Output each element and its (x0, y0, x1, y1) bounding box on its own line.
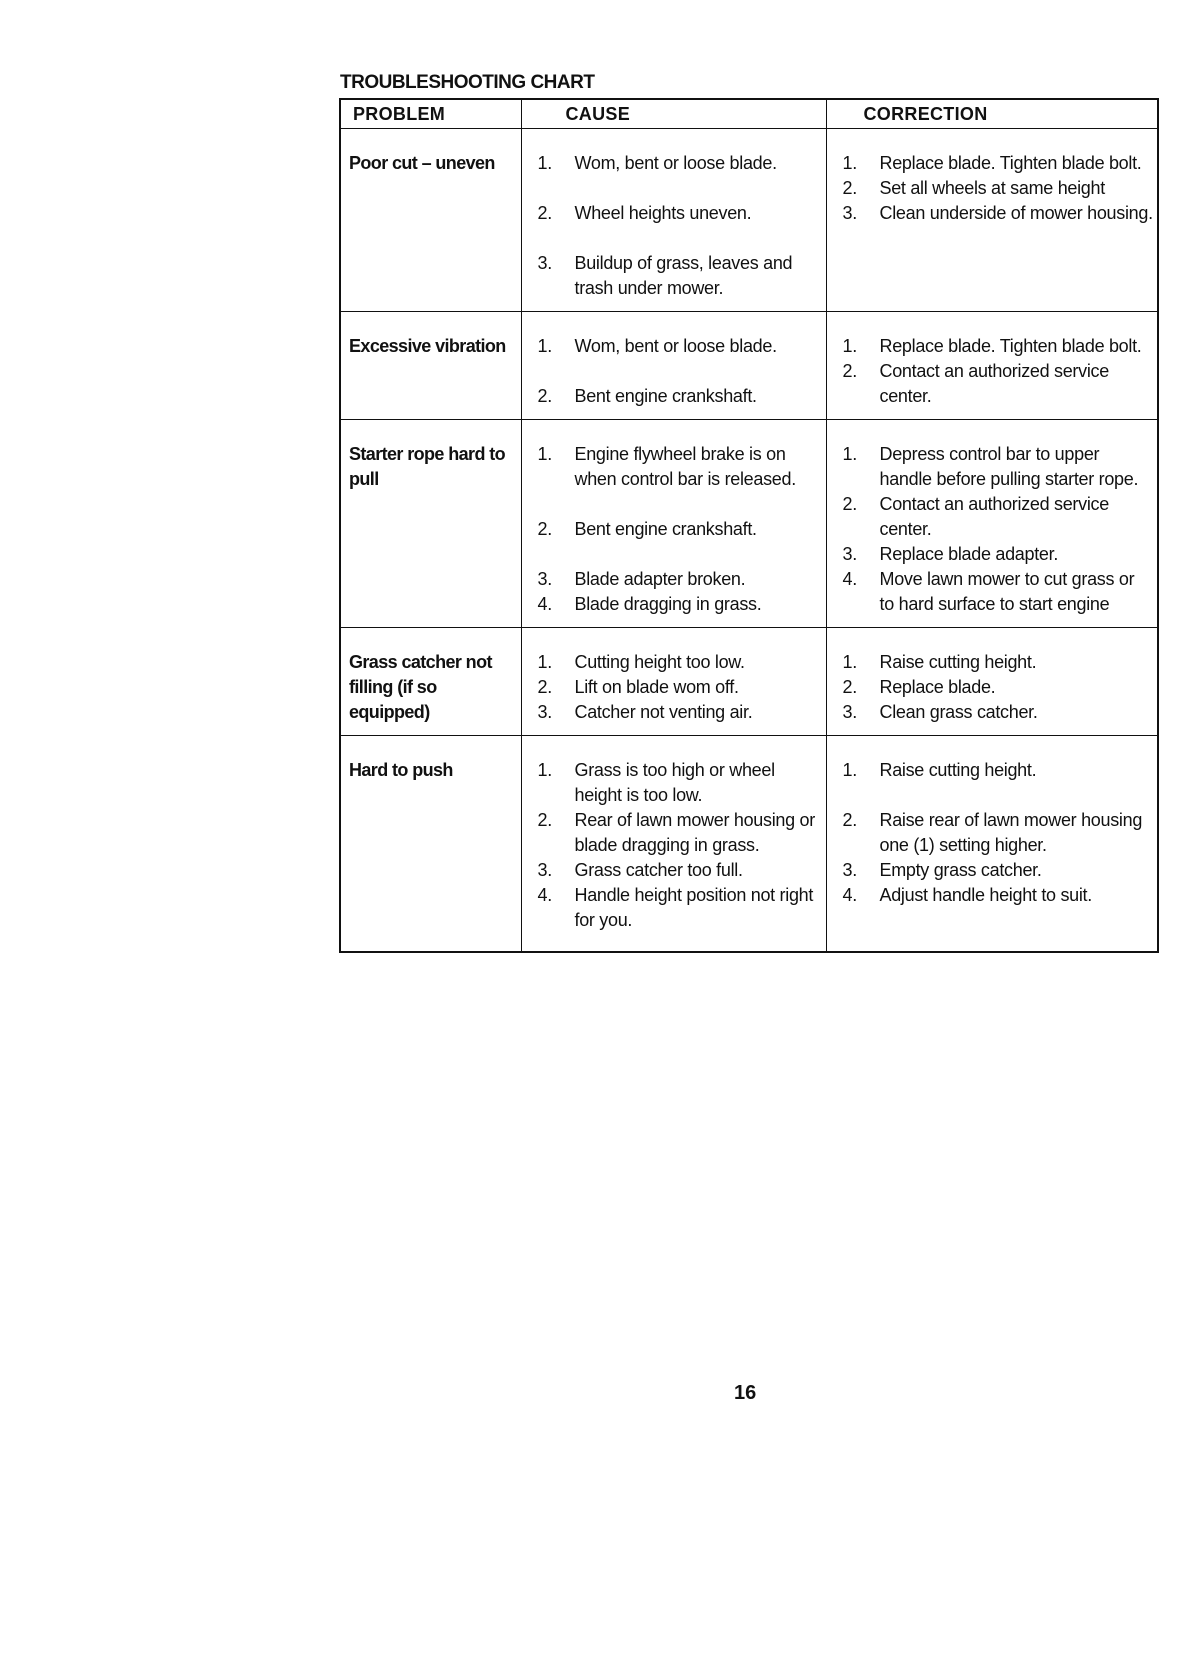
correction-list (835, 650, 1154, 725)
problem-cell (340, 312, 521, 420)
item-number: 2. (842, 677, 857, 697)
item-text: Replace blade. Tighten blade bolt. (879, 153, 1142, 173)
table-row (340, 129, 1158, 312)
item-number: 1. (842, 444, 857, 464)
item-number: 3. (842, 860, 857, 880)
item-text: Cutting height too low. (574, 652, 745, 672)
item-number: 3. (842, 544, 857, 564)
item-text: Wheel heights uneven. (574, 203, 752, 223)
item-text: Catcher not venting air. (574, 702, 753, 722)
correction-cell (826, 420, 1158, 628)
item-text: Rear of lawn mower housing or blade dragging in grass. (574, 810, 815, 855)
item-text: Replace blade adapter. (879, 544, 1059, 564)
item-text: Depress control bar to upper handle before pulling starter rope. (879, 444, 1139, 489)
troubleshooting-table (339, 98, 1159, 953)
item-text: Move lawn mower to cut grass or to hard surface to start engine (879, 569, 1135, 614)
item-number: 1. (537, 760, 552, 780)
list-item (530, 858, 822, 883)
item-text: Engine flywheel brake is on when control bar is released. (574, 444, 796, 489)
list-item (530, 151, 822, 176)
list-item (835, 492, 1154, 542)
cause-list (530, 151, 822, 301)
item-number: 1. (537, 444, 552, 464)
item-number: 2. (537, 203, 552, 223)
item-number: 1. (537, 336, 552, 356)
list-item (530, 883, 822, 933)
item-number: 4. (537, 885, 552, 905)
item-text: Raise rear of lawn mower housing one (1) setting higher. (879, 810, 1143, 855)
list-item (835, 858, 1154, 883)
correction-cell (826, 628, 1158, 736)
table-row (340, 312, 1158, 420)
item-text: Replace blade. (879, 677, 996, 697)
item-number: 3. (537, 253, 552, 273)
item-number: 1. (842, 760, 857, 780)
item-text: Raise cutting height. (879, 652, 1037, 672)
list-item (530, 758, 822, 808)
list-item (835, 176, 1154, 201)
item-text: Adjust handle height to suit. (879, 885, 1092, 905)
problem-cell (340, 129, 521, 312)
item-number: 2. (842, 178, 857, 198)
item-text: Set all wheels at same height (879, 178, 1105, 198)
item-text: Wom, bent or loose blade. (574, 336, 777, 356)
item-number: 3. (537, 569, 552, 589)
cause-cell (521, 628, 826, 736)
item-text: Blade dragging in grass. (574, 594, 762, 614)
list-item (530, 334, 822, 359)
list-item (835, 567, 1154, 617)
item-number: 1. (537, 153, 552, 173)
correction-list (835, 442, 1154, 617)
header-cause: CAUSE (521, 99, 826, 129)
cause-cell (521, 312, 826, 420)
item-number: 1. (842, 652, 857, 672)
problem-label: Excessive vibration (349, 336, 506, 356)
cause-cell (521, 736, 826, 953)
list-item (835, 359, 1154, 409)
item-number: 4. (537, 594, 552, 614)
item-number: 2. (537, 386, 552, 406)
problem-label: Grass catcher not filling (if so equipped) (349, 652, 492, 722)
correction-list (835, 758, 1154, 908)
list-item (530, 650, 822, 675)
correction-cell (826, 129, 1158, 312)
list-item (530, 675, 822, 700)
cause-list (530, 758, 822, 933)
problem-label: Poor cut – uneven (349, 153, 495, 173)
correction-cell (826, 736, 1158, 953)
page-number: 16 (734, 1382, 757, 1404)
item-text: Grass is too high or wheel height is too low. (574, 760, 775, 805)
item-number: 3. (842, 702, 857, 722)
item-text: Replace blade. Tighten blade bolt. (879, 336, 1142, 356)
item-text: Bent engine crankshaft. (574, 386, 757, 406)
item-text: Bent engine crankshaft. (574, 519, 757, 539)
item-number: 2. (842, 361, 857, 381)
item-text: Clean grass catcher. (879, 702, 1038, 722)
item-text: Contact an authorized service center. (879, 361, 1109, 406)
list-item (835, 700, 1154, 725)
item-text: Handle height position not right for you. (574, 885, 814, 930)
correction-list (835, 334, 1154, 409)
item-text: Raise cutting height. (879, 760, 1037, 780)
list-item (530, 251, 822, 301)
list-item (530, 517, 822, 542)
problem-cell (340, 628, 521, 736)
table-header-row (340, 99, 1158, 129)
item-number: 4. (842, 569, 857, 589)
header-problem: PROBLEM (340, 99, 521, 129)
item-number: 3. (537, 702, 552, 722)
problem-cell (340, 736, 521, 953)
item-text: Grass catcher too full. (574, 860, 743, 880)
table-row (340, 420, 1158, 628)
problem-cell (340, 420, 521, 628)
list-item (835, 201, 1154, 226)
correction-list (835, 151, 1154, 226)
list-item (835, 442, 1154, 492)
list-item (835, 675, 1154, 700)
cause-list (530, 650, 822, 725)
item-text: Wom, bent or loose blade. (574, 153, 777, 173)
cause-cell (521, 420, 826, 628)
list-item (835, 151, 1154, 176)
item-number: 2. (842, 494, 857, 514)
item-number: 4. (842, 885, 857, 905)
list-item (835, 808, 1154, 858)
list-item (530, 592, 822, 617)
cause-cell (521, 129, 826, 312)
item-number: 2. (537, 810, 552, 830)
item-number: 2. (537, 677, 552, 697)
problem-label: Hard to push (349, 760, 453, 780)
table-row (340, 736, 1158, 953)
header-correction: CORRECTION (826, 99, 1158, 129)
list-item (530, 808, 822, 858)
list-item (530, 384, 822, 409)
item-number: 1. (537, 652, 552, 672)
list-item (835, 542, 1154, 567)
item-text: Empty grass catcher. (879, 860, 1042, 880)
item-text: Lift on blade wom off. (574, 677, 739, 697)
item-number: 3. (842, 203, 857, 223)
item-text: Contact an authorized service center. (879, 494, 1109, 539)
item-number: 2. (842, 810, 857, 830)
list-item (835, 883, 1154, 908)
list-item (530, 567, 822, 592)
cause-list (530, 442, 822, 617)
list-item (530, 201, 822, 226)
item-number: 2. (537, 519, 552, 539)
correction-cell (826, 312, 1158, 420)
item-text: Blade adapter broken. (574, 569, 746, 589)
list-item (835, 650, 1154, 675)
list-item (835, 758, 1154, 783)
list-item (530, 442, 822, 492)
item-text: Clean underside of mower housing. (879, 203, 1153, 223)
list-item (530, 700, 822, 725)
cause-list (530, 334, 822, 409)
chart-title: TROUBLESHOOTING CHART (340, 72, 595, 93)
item-number: 1. (842, 153, 857, 173)
table-row (340, 628, 1158, 736)
item-number: 3. (537, 860, 552, 880)
item-text: Buildup of grass, leaves and trash under mower. (574, 253, 793, 298)
list-item (835, 334, 1154, 359)
problem-label: Starter rope hard to pull (349, 444, 506, 489)
item-number: 1. (842, 336, 857, 356)
